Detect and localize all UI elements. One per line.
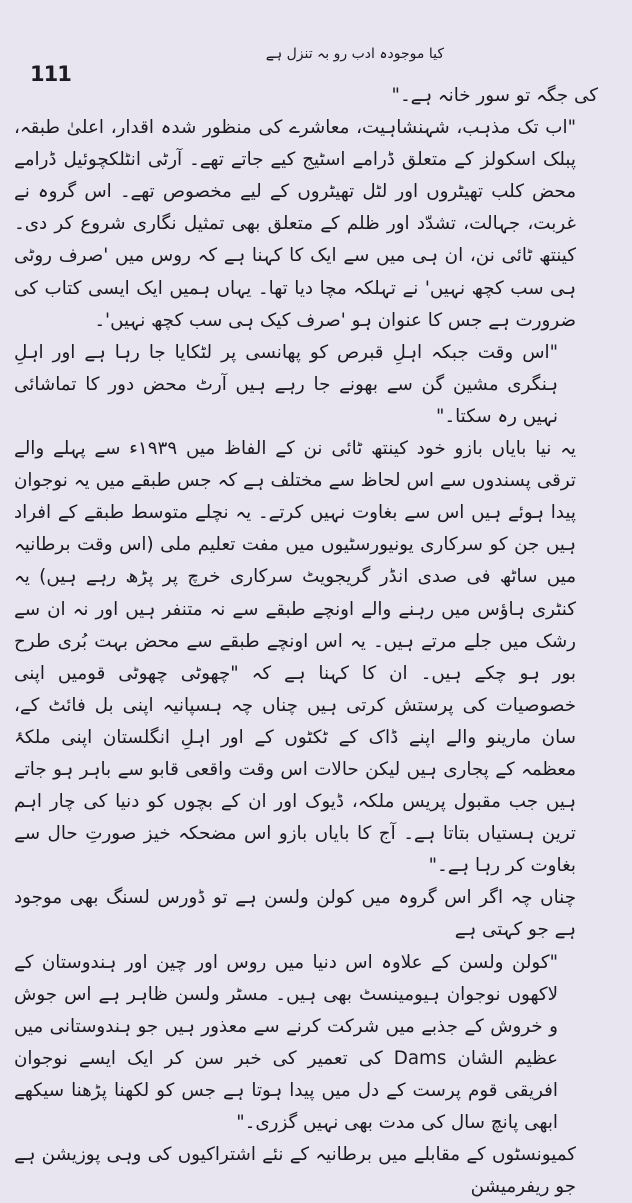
paragraph-doris-lessing-intro: چناں چہ اگر اس گروہ میں کولن ولسن ہے تو ڈورس لسنگ بھی موجود ہے جو کہتی ہے: [14, 887, 576, 941]
paragraph-quote-theatre: "اب تک مذہب، شہنشاہیت، معاشرے کی منظور شدہ اقدار، اعلیٰ طبقہ، پبلک اسکولز کے متعلق ڈرامے اسٹیج کیے جاتے تھے۔ آرٹی انٹلکچوئیل ڈرامے محض کلب تھیٹروں اور لٹل تھیٹروں کے لیے مخصوص تھے۔ اس گروہ نے غربت، جہالت، تشدّد اور ظلم کے متعلق بھی تمثیل نگاری شروع کر دی۔ کینتھ ٹائی نن، ان ہی میں سے ایک کا کہنا ہے کہ روس میں 'صرف روٹی ہی سب کچھ نہیں' نے تہلکہ مچا دیا تھا۔ یہاں ہمیں ایک ایسی کتاب کی ضرورت ہے جس کا عنوان ہو 'صرف کیک ہی سب کچھ نہیں'۔: [14, 117, 576, 331]
paragraph-quote-art: "اس وقت جبکہ اہلِ قبرص کو پھانسی پر لٹکایا جا رہا ہے اور اہلِ ہنگری مشین گن سے بھونے جا رہے ہیں آرٹ محض دور کا تماشائی نہیں رہ سکتا۔": [14, 341, 558, 427]
page-number: 111: [30, 62, 71, 86]
body-text: [14, 80, 598, 1203]
paragraph-quote-lessing: "کولن ولسن کے علاوہ اس دنیا میں روس اور چین اور ہندوستان کے لاکھوں نوجوان ہیومینسٹ بھی ہیں۔ مسٹر ولسن ظاہر ہے اس جوش و خروش کے جذبے میں شرکت کرنے سے معذور ہیں جو ہندوستانی میں عظیم الشان Dams کی تعمیر کی خبر سن کر ایک ایسے نوجوان افریقی قوم پرست کے دل میں پیدا ہوتا ہے جس کو لکھنا پڑھنا سیکھے ابھی پانچ سال کی مدت بھی نہیں گزری۔": [14, 951, 558, 1133]
paragraph-new-left: یہ نیا بایاں بازو خود کینتھ ٹائی نن کے الفاظ میں ۱۹۳۹ء سے پہلے والے ترقی پسندوں سے اس لحاظ سے مختلف ہے کہ جس طبقے میں یہ نوجوان پیدا ہوئے ہیں اس سے بغاوت نہیں کرتے۔ یہ نچلے متوسط طبقے کے افراد ہیں جن کو سرکاری یونیورسٹیوں میں مفت تعلیم ملی (اس وقت برطانیہ میں ساٹھ فی صدی انڈر گریجویٹ سرکاری خرچ پر پڑھ رہے ہیں) یہ کنٹری ہاؤس میں رہنے والے اونچے طبقے سے نہ متنفر ہیں اور نہ ان سے رشک میں جلے مرتے ہیں۔ یہ اس اونچے طبقے سے محض بہت بُری طرح بور ہو چکے ہیں۔ ان کا کہنا ہے کہ "چھوٹی چھوٹی قومیں اپنی خصوصیات کی پرستش کرتی ہیں چناں چہ ہسپانیہ اپنی بل فائٹ کے، سان مارینو والے اپنے ڈاک کے ٹکٹوں کے اور اہلِ انگلستان اپنی ملکۂ معظمہ کے پجاری ہیں لیکن حالات اس وقت واقعی قابو سے باہر ہو جاتے ہیں جب مقبول پریس ملکہ، ڈیوک اور ان کے بچوں کو دنیا کی چار اہم ترین ہستیاں بتاتا ہے۔ آج کا بایاں بازو اس مضحکہ خیز صورتِ حال سے بغاوت کر رہا ہے۔": [14, 438, 576, 877]
paragraph-communists: کمیونسٹوں کے مقابلے میں برطانیہ کے نئے اشتراکیوں کی وہی پوزیشن ہے جو ریفرمیشن: [14, 1144, 576, 1198]
running-header: کیا موجودہ ادب رو بہ تنزل ہے: [265, 46, 444, 62]
paragraph-continuation: کی جگہ تو سور خانہ ہے۔": [391, 85, 598, 106]
